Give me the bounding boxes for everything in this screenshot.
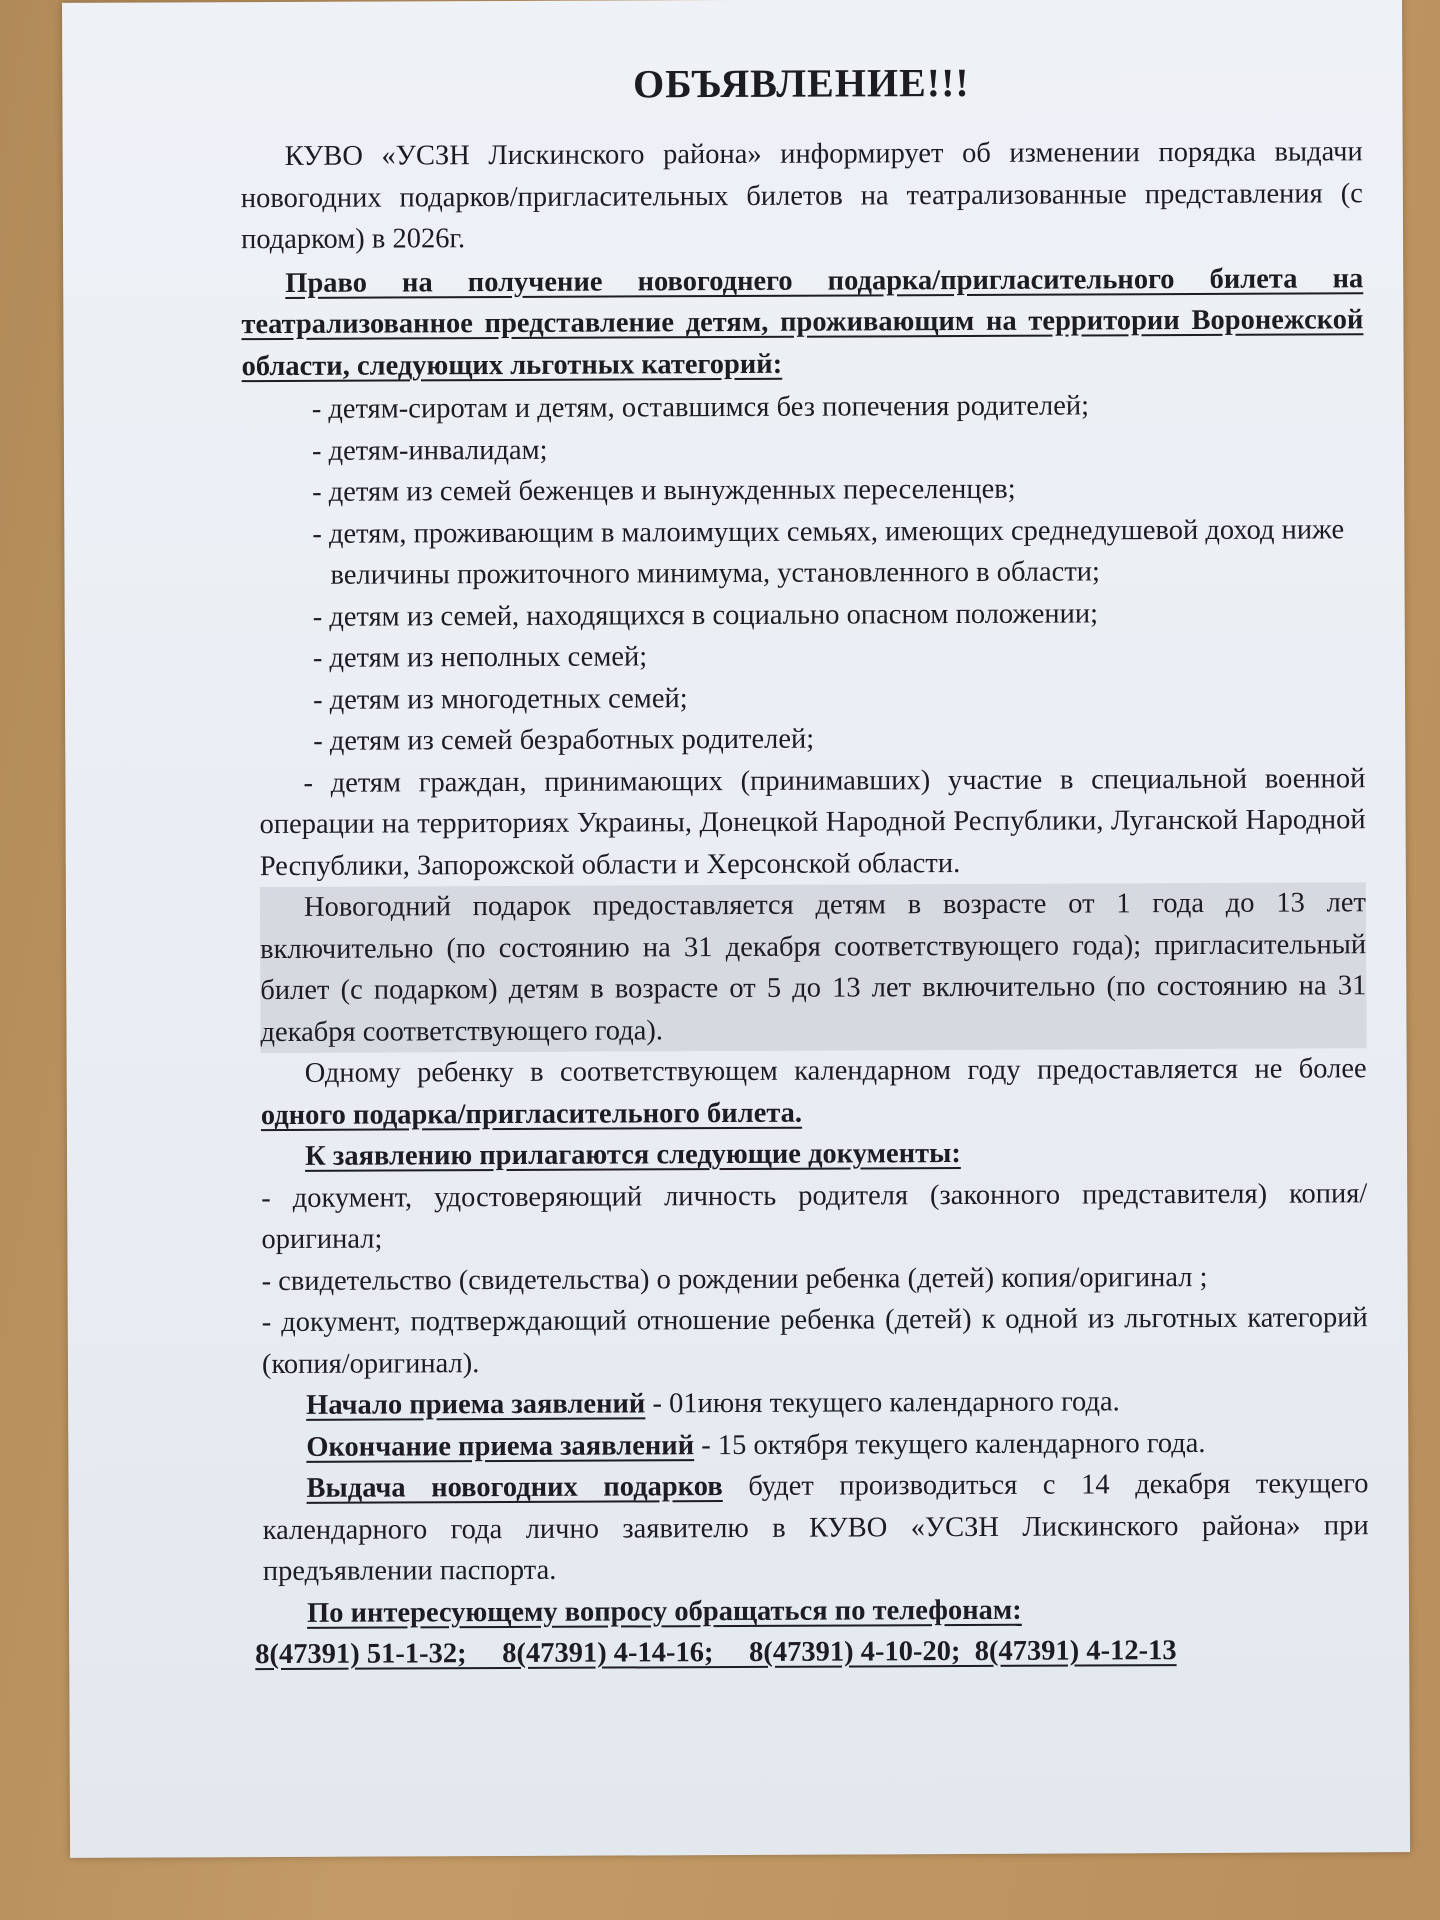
contact-heading <box>263 1588 1369 1634</box>
category-item: - детям из семей беженцев и вынужденных переселенцев; <box>312 473 1016 508</box>
start-label: Начало приема заявлений <box>306 1388 646 1421</box>
docs-heading <box>261 1131 1367 1177</box>
category-item: - детям-инвалидам; <box>311 434 548 467</box>
categories-list <box>242 384 1366 762</box>
issue-text: будет производиться с 14 декабря текущего календарного года лично заявителю в КУВО «УСЗН Лискинского района» при предъявлении паспорта. <box>262 1468 1369 1588</box>
category-item: - детям, проживающим в малоимущих семьях, имеющих среднедушевой доход ниже величины прожиточного минимума, установленного в области; <box>312 513 1345 591</box>
phones-line <box>255 1629 1369 1675</box>
start-date <box>262 1380 1368 1426</box>
category-item: - детям из многодетных семей; <box>312 682 688 716</box>
doc-item: - документ, подтверждающий отношение ребенка (детей) к одной из льготных категорий (копия/оригинал). <box>261 1302 1368 1380</box>
issue-label: Выдача новогодних подарков <box>306 1471 723 1504</box>
announcement-body <box>240 57 1369 1675</box>
limit-bold: одного подарка/пригласительного билета. <box>260 1097 803 1131</box>
contact-heading-text: По интересующему вопросу обращаться по телефонам: <box>306 1594 1022 1629</box>
intro-paragraph: КУВО «УСЗН Лискинского района» информирует об изменении порядка выдачи новогодних подарков/пригласительных билетов на театрализованные представления (с подарком) в 2026г. <box>240 136 1363 256</box>
end-label: Окончание приема заявлений <box>306 1429 695 1463</box>
limit-text: Одному ребенку в соответствующем календарном году предоставляется не более <box>304 1053 1367 1089</box>
category-item: - детям из семей, находящихся в социально опасном положении; <box>312 597 1099 633</box>
paper-sheet <box>62 0 1410 1858</box>
svo-paragraph: - детям граждан, принимающих (принимавших) участие в специальной военной операции на территориях Украины, Донецкой Народной Республики, Луганской Народной Республики, Запорожской области и Херсонской области. <box>259 762 1366 882</box>
category-item: - детям-сиротам и детям, оставшимся без попечения родителей; <box>311 390 1090 425</box>
docs-heading-text: К заявлению прилагаются следующие документы: <box>304 1138 961 1172</box>
category-item: - детям из семей безработных родителей; <box>313 723 815 757</box>
issue-paragraph <box>262 1463 1369 1592</box>
category-item: - детям из неполных семей; <box>312 641 648 674</box>
start-text: - 01июня текущего календарного года. <box>645 1386 1120 1420</box>
announcement-title: ОБЪЯВЛЕНИЕ!!! <box>632 59 970 107</box>
age-paragraph: Новогодний подарок предоставляется детям в возрасте от 1 года до 13 лет включительно (по состоянию на 31 декабря соответствующего года); пригласительный билет (с подарком) детям в возрасте от 5 до 13 лет включительно (по состоянию на 31 декабря соответствующего года). <box>260 882 1367 1053</box>
limit-paragraph <box>261 1048 1367 1136</box>
end-date <box>262 1422 1368 1468</box>
doc-item: - документ, удостоверяющий личность родителя (законного представителя) копия/оригинал; <box>261 1177 1368 1256</box>
eligibility-heading <box>241 258 1364 387</box>
doc-item: - свидетельство (свидетельства) о рождении ребенка (детей) копия/оригинал ; <box>261 1261 1208 1297</box>
end-text: - 15 октября текущего календарного года. <box>694 1427 1206 1461</box>
eligibility-heading-text: Право на получение новогоднего подарка/пригласительного билета на театрализованное представление детям, проживающим на территории Воронежской области, следующих льготных категорий: <box>241 262 1364 382</box>
phone-numbers: 8(47391) 51-1-32; 8(47391) 4-14-16; 8(47391) 4-10-20; 8(47391) 4-12-13 <box>255 1635 1177 1671</box>
